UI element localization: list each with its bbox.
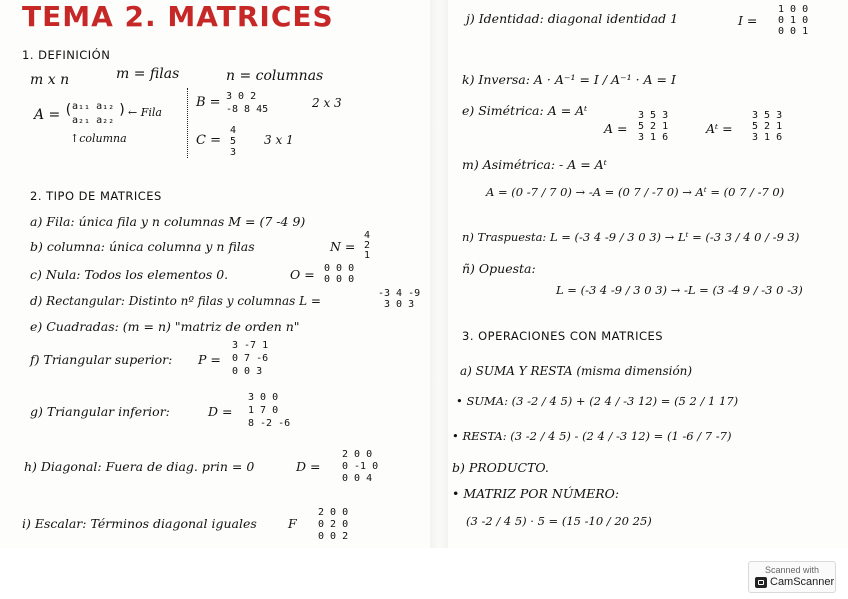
matrix-a-row2: a₂₁ a₂₂ [72, 115, 115, 126]
matrix-diag-row2: 0 -1 0 [342, 461, 379, 472]
matrix-c-row1: 4 [230, 125, 237, 136]
matrix-c-dim: 3 x 1 [264, 133, 294, 147]
tipo-inversa: k) Inversa: A · A⁻¹ = I / A⁻¹ · A = I [462, 72, 676, 87]
suma-resta-heading: a) SUMA Y RESTA (misma dimensión) [460, 364, 693, 378]
matrix-sym-label: A = [604, 121, 628, 136]
matrix-symt-row2: 5 2 1 [752, 121, 783, 132]
matrix-f-row2: 0 2 0 [318, 519, 349, 530]
tipo-asimetrica: m) Asimétrica: - A = Aᵗ [462, 157, 607, 172]
matrix-c-row2: 5 [230, 136, 237, 147]
matrix-symt-row3: 3 1 6 [752, 132, 783, 143]
camscanner-badge [748, 561, 836, 593]
matrix-d-label: D = [208, 404, 233, 419]
matrix-l-row2: 3 0 3 [384, 299, 415, 310]
producto-heading: b) PRODUCTO. [452, 460, 549, 475]
tipo-triangular-inferior: g) Triangular inferior: [30, 404, 170, 419]
matrix-n-label: N = [330, 239, 356, 254]
matrix-o-row1: 0 0 0 [324, 263, 355, 274]
tipo-rectangular: d) Rectangular: Distinto nº filas y columnas L = [30, 294, 321, 308]
tipo-cuadradas: e) Cuadradas: (m = n) "matriz de orden n" [30, 319, 300, 334]
tipo-escalar: i) Escalar: Términos diagonal iguales [22, 516, 257, 531]
matrix-n-row1: 4 [364, 230, 371, 241]
suma-example: • SUMA: (3 -2 / 4 5) + (2 4 / -3 12) = (5 2 / 1 17) [456, 394, 739, 408]
matrix-f-label: F [288, 516, 297, 531]
tipo-diagonal: h) Diagonal: Fuera de diag. prin = 0 [24, 459, 255, 474]
m-filas: m = filas [116, 66, 180, 82]
tipo-identidad: j) Identidad: diagonal identidad 1 [466, 11, 679, 26]
tipo-columna: b) columna: única columna y n filas [30, 239, 255, 254]
matrix-b-dim: 2 x 3 [312, 96, 342, 110]
matrix-b-label: B = [196, 95, 221, 110]
matrix-diag-row3: 0 0 4 [342, 473, 373, 484]
matrix-i-label: I = [738, 13, 758, 28]
tipo-triangular-superior: f) Triangular superior: [30, 352, 173, 367]
matrix-i-row3: 0 0 1 [778, 26, 809, 37]
n-columnas: n = columnas [226, 68, 324, 84]
matrix-a-label: A = [34, 107, 61, 123]
matrix-o-label: O = [290, 267, 315, 282]
columna-label: ↑columna [70, 132, 127, 145]
tipo-simetrica: e) Simétrica: A = Aᵗ [462, 103, 588, 118]
section-definicion: 1. DEFINICIÓN [22, 48, 111, 62]
tipo-fila: a) Fila: única fila y n columnas M = (7 -4 9) [30, 214, 306, 229]
matrix-d-row3: 8 -2 -6 [248, 418, 291, 429]
matrix-sym-row1: 3 5 3 [638, 110, 669, 121]
divider-dotted [187, 88, 188, 158]
matrix-i-row1: 1 0 0 [778, 4, 809, 15]
fila-label: ← Fila [128, 106, 162, 119]
mxn-label: m x n [30, 72, 70, 88]
matrix-n-row2: 2 [364, 240, 371, 251]
section-tipos: 2. TIPO DE MATRICES [30, 189, 162, 203]
matrix-a-row1: a₁₁ a₁₂ [72, 101, 115, 112]
matrix-c-row3: 3 [230, 147, 237, 158]
page-title: TEMA 2. MATRICES [22, 0, 334, 33]
matrix-sym-row3: 3 1 6 [638, 132, 669, 143]
matrix-l-row1: -3 4 -9 [378, 288, 421, 299]
matrix-diag-row1: 2 0 0 [342, 449, 373, 460]
matrix-p-label: P = [198, 352, 221, 367]
matrix-f-row1: 2 0 0 [318, 507, 349, 518]
matriz-por-numero-example: (3 -2 / 4 5) · 5 = (15 -10 / 20 25) [466, 514, 652, 528]
matrix-symt-row1: 3 5 3 [752, 110, 783, 121]
tipo-nula: c) Nula: Todos los elementos 0. [30, 267, 229, 282]
asimetrica-example: A = (0 -7 / 7 0) → -A = (0 7 / -7 0) → Aᵗ = (0 7 / -7 0) [486, 185, 785, 199]
matrix-f-row3: 0 0 2 [318, 531, 349, 542]
matrix-symt-label: Aᵗ = [706, 121, 733, 136]
resta-example: • RESTA: (3 -2 / 4 5) - (2 4 / -3 12) = (1 -6 / 7 -7) [452, 429, 732, 443]
matrix-d-row2: 1 7 0 [248, 405, 279, 416]
tipo-traspuesta: n) Traspuesta: L = (-3 4 -9 / 3 0 3) → Lᵗ = (-3 3 / 4 0 / -9 3) [462, 230, 800, 244]
matrix-p-row1: 3 -7 1 [232, 340, 269, 351]
tipo-opuesta: ñ) Opuesta: [462, 261, 536, 276]
matrix-d-row1: 3 0 0 [248, 392, 279, 403]
matrix-n-row3: 1 [364, 250, 371, 261]
matrix-b-row1: 3 0 2 [226, 91, 257, 102]
matrix-sym-row2: 5 2 1 [638, 121, 669, 132]
matrix-c-label: C = [196, 133, 221, 148]
page-fold [430, 0, 448, 548]
section-operaciones: 3. OPERACIONES CON MATRICES [462, 329, 664, 343]
matrix-i-row2: 0 1 0 [778, 15, 809, 26]
matrix-p-row2: 0 7 -6 [232, 353, 269, 364]
matrix-a-paren-open: ( [64, 102, 73, 118]
opuesta-example: L = (-3 4 -9 / 3 0 3) → -L = (3 -4 9 / -3 0 -3) [556, 283, 803, 297]
matrix-p-row3: 0 0 3 [232, 366, 263, 377]
matrix-diag-label: D = [296, 459, 321, 474]
matrix-a-paren-close: ) [118, 102, 127, 118]
camscanner-label: CamScanner [770, 576, 835, 588]
matrix-o-row2: 0 0 0 [324, 274, 355, 285]
scanned-with-label: Scanned with [764, 565, 820, 575]
matriz-por-numero-heading: • MATRIZ POR NÚMERO: [452, 486, 620, 501]
camscanner-icon [755, 577, 767, 588]
matrix-b-row2: -8 8 45 [226, 104, 269, 115]
